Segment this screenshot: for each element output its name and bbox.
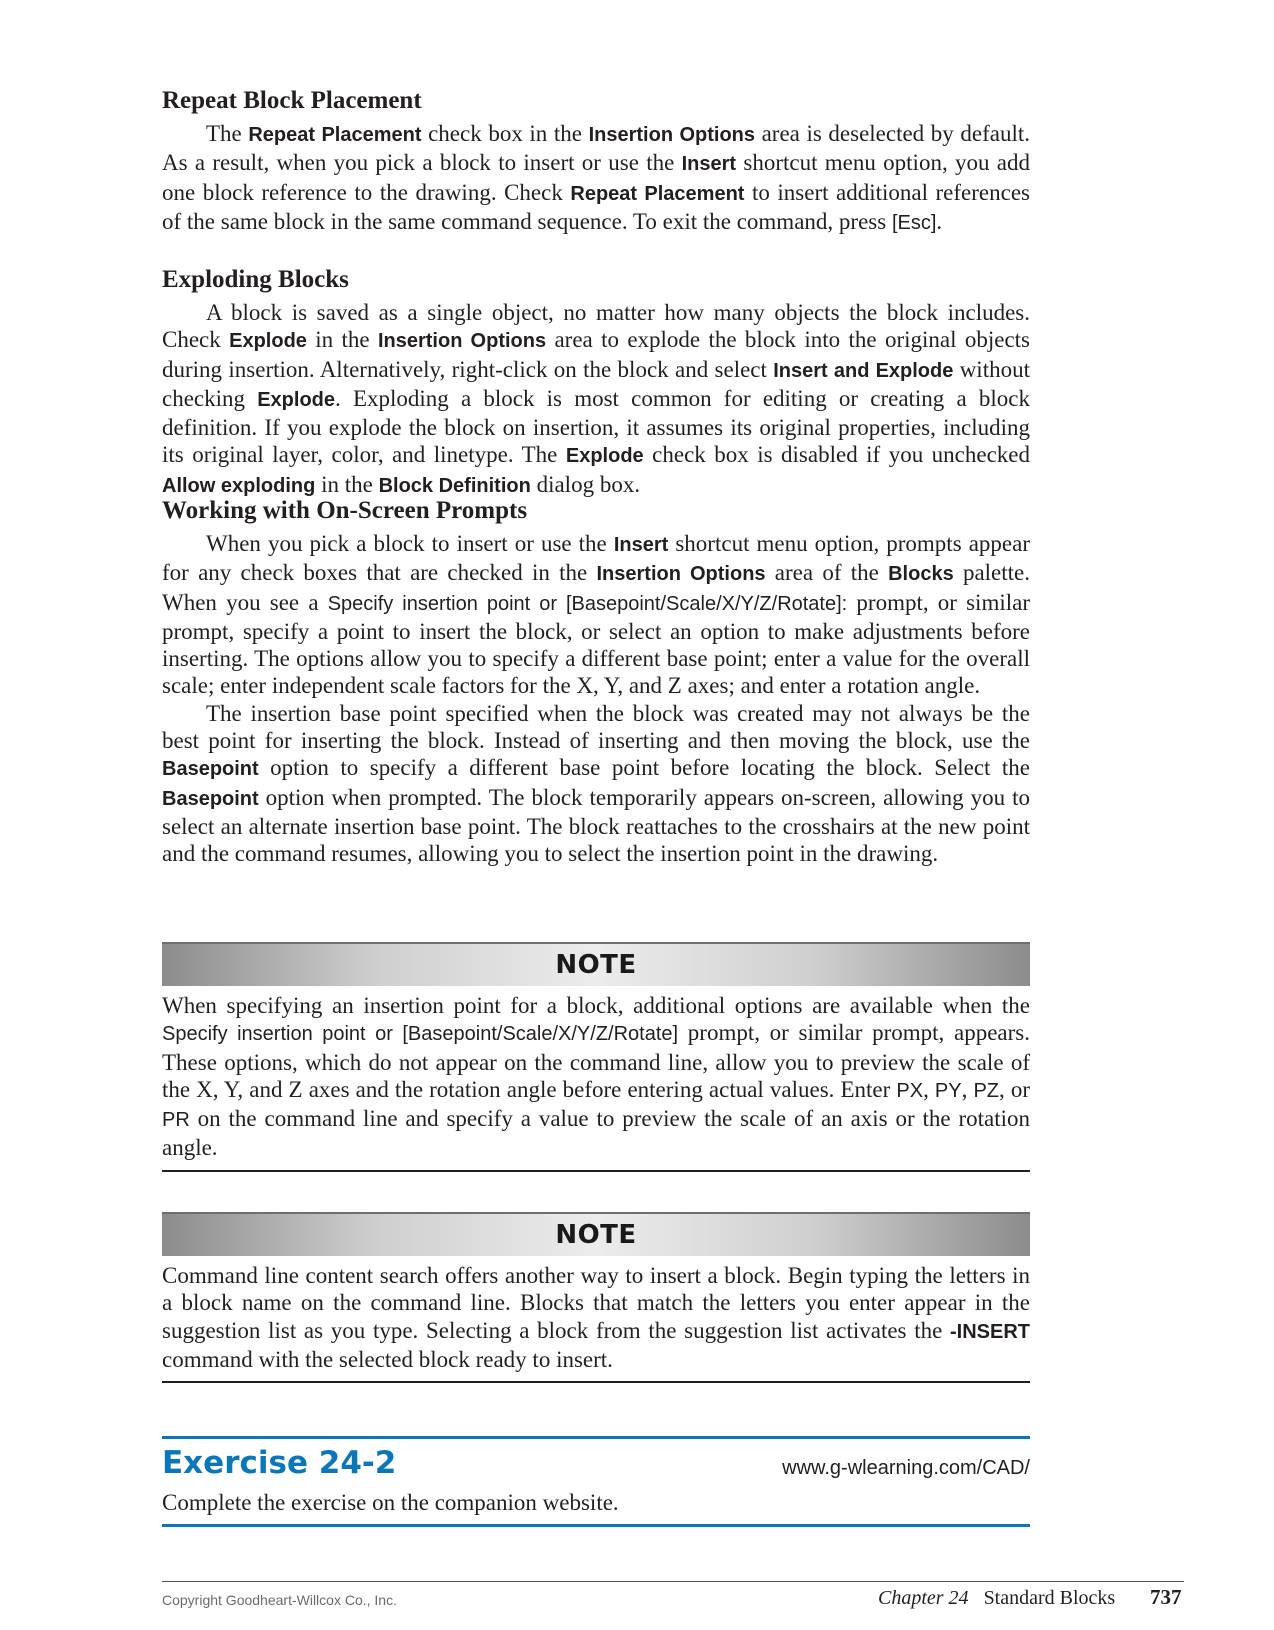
- copyright-notice: Copyright Goodheart-Willcox Co., Inc.: [162, 1592, 397, 1608]
- exercise-title: Exercise 24-2: [162, 1445, 397, 1481]
- body-paragraph: When you pick a block to insert or use the Insert shortcut menu option, prompts appear for any check boxes that are checked in the Insertion Options area of the Blocks palette. When you see a Specify insertion point or [Basepoint/Scale/X/Y/Z/Rotate]: prompt, or similar prompt, specify a point to insert the block, or select an option to make adjustments before inserting. The options allow you to specify a different base point; enter a value for the overall scale; enter independent scale factors for the X, Y, and Z axes; and enter a rotation angle.: [162, 531, 1031, 699]
- section-heading: Exploding Blocks: [162, 266, 349, 293]
- exercise-bottom-rule: [162, 1524, 1030, 1527]
- exercise-top-rule: [162, 1436, 1030, 1439]
- note-box: [162, 1212, 1030, 1383]
- exercise-url-link[interactable]: www.g-wlearning.com/CAD/: [782, 1457, 1030, 1479]
- note-text: When specifying an insertion point for a block, additional options are available when the Specify insertion point or [Basepoint/Scale/X/Y/Z/Rotate] prompt, or similar prompt, appears. These options, which do not appear on the command line, allow you to preview the scale of the X, Y, and Z axes and the rotation angle before entering actual values. Enter PX, PY, PZ, or PR on the command line and specify a value to preview the scale of an axis or the rotation angle.: [162, 993, 1031, 1161]
- section-on-screen-prompts: [162, 496, 1030, 868]
- note-bottom-rule: [162, 1170, 1030, 1172]
- footer-rule: [162, 1581, 1184, 1582]
- note-header: [162, 1212, 1030, 1256]
- note-label: NOTE: [555, 1220, 637, 1250]
- note-text: Command line content search offers another way to insert a block. Begin typing the letters in a block name on the command line. Blocks that match the letters you enter appear in the suggestion list as you type. Selecting a block from the suggestion list activates the -INSERT command with the selected block ready to insert.: [162, 1263, 1030, 1372]
- note-box: [162, 942, 1030, 1172]
- section-heading: Working with On-Screen Prompts: [162, 497, 528, 524]
- chapter-label: Chapter 24: [878, 1587, 969, 1609]
- section-repeat-block-placement: [162, 86, 1030, 237]
- note-label: NOTE: [555, 950, 637, 980]
- note-header: [162, 942, 1030, 986]
- body-paragraph: The Repeat Placement check box in the Insertion Options area is deselected by default. As a result, when you pick a block to insert or use the Insert shortcut menu option, you add one block reference to the drawing. Check Repeat Placement to insert additional references of the same block in the same command sequence. To exit the command, press [Esc].: [162, 121, 1030, 234]
- chapter-title: Standard Blocks: [983, 1587, 1116, 1609]
- running-footer: [878, 1587, 1115, 1610]
- body-paragraph: The insertion base point specified when the block was created may not always be the best point for inserting the block. Instead of inserting and then moving the block, use the Basepoint option to specify a different base point before locating the block. Select the Basepoint option when prompted. The block temporarily appears on-screen, allowing you to select an alternate insertion base point. The block reattaches to the crosshairs at the new point and the command resumes, allowing you to select the insertion point in the drawing.: [162, 700, 1030, 867]
- exercise-box: [162, 1436, 1030, 1527]
- page-number: 737: [1150, 1585, 1182, 1609]
- section-exploding-blocks: [162, 265, 1030, 500]
- note-bottom-rule: [162, 1381, 1030, 1383]
- section-heading: Repeat Block Placement: [162, 87, 422, 114]
- exercise-text: Complete the exercise on the companion website.: [162, 1490, 619, 1515]
- body-paragraph: A block is saved as a single object, no matter how many objects the block includes. Check Explode in the Insertion Options area to explode the block into the original objects during insertion. Alternatively, right-click on the block and select Insert and Explode without checking Explode. Exploding a block is most common for editing or creating a block definition. If you explode the block on insertion, it assumes its original properties, including its original layer, color, and linetype. The Explode check box is disabled if you unchecked Allow exploding in the Block Definition dialog box.: [162, 300, 1030, 497]
